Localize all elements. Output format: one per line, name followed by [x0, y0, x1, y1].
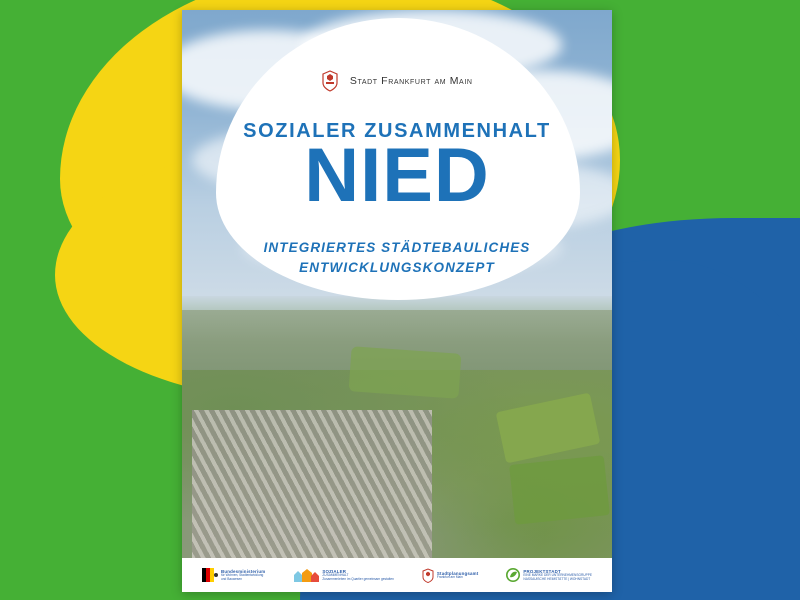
bundesministerium-logo-text — [221, 569, 265, 581]
logo-line-1: Stadtplanungsamt — [436, 570, 479, 576]
cover-subtitle-line-2: ENTWICKLUNGSKONZEPT — [299, 259, 495, 275]
photo-river — [332, 306, 612, 558]
cover-kicker: SOZIALER ZUSAMMENHALT — [243, 120, 551, 142]
cover-title: NIED — [304, 133, 490, 218]
cover-subtitle — [182, 238, 612, 277]
logo-line-2: für Wohnen, Stadtentwicklung — [220, 572, 264, 577]
quartier-houses-icon — [293, 567, 319, 583]
logo-line-1: Bundesministerium — [220, 568, 266, 574]
sozialer-zusammenhalt-logo-text — [322, 569, 394, 581]
logo-line-2: EINE MARKE DER UNTERNEHMENSGRUPPE — [523, 572, 592, 577]
logo-line-2: ZUSAMMENHALT — [322, 572, 349, 577]
city-crest-row — [182, 70, 612, 92]
aerial-photo — [182, 10, 612, 558]
logo-line-3: NASSAUISCHE HEIMSTÄTTE | WOHNSTADT — [523, 576, 591, 581]
bundesministerium-logo — [202, 568, 265, 582]
frankfurt-crest-icon — [321, 70, 339, 92]
cover-subtitle-line-1: INTEGRIERTES STÄDTEBAULICHES — [263, 240, 531, 255]
projektstadt-logo — [506, 568, 592, 582]
projektstadt-leaf-icon — [506, 568, 520, 582]
city-crest-label: Stadt Frankfurt am Main — [349, 75, 473, 87]
document-cover — [182, 10, 612, 592]
frankfurt-crest-small-icon — [422, 568, 434, 583]
projektstadt-logo-text — [523, 569, 592, 581]
logo-bar — [182, 558, 612, 592]
sozialer-zusammenhalt-logo — [293, 567, 394, 583]
stadt-frankfurt-logo — [422, 568, 479, 583]
stadt-frankfurt-logo-text — [437, 571, 479, 580]
logo-line-1: SOZIALER — [322, 568, 347, 574]
logo-line-3: Zusammenleben im Quartier gemeinsam gestalten — [322, 576, 394, 581]
bundesadler-icon — [202, 568, 218, 582]
logo-line-3: und Bauwesen — [220, 576, 243, 581]
logo-line-1: PROJEKTSTADT — [523, 568, 561, 574]
logo-line-2: Frankfurt am Main — [436, 574, 463, 579]
